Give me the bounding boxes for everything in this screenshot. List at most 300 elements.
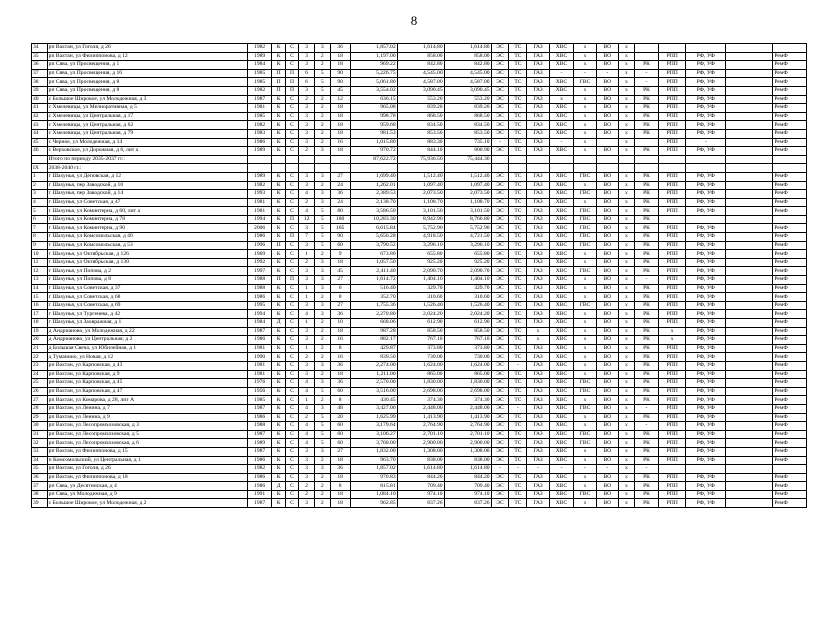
table-cell: РемФ [773,172,807,181]
table-cell [726,44,773,53]
table-cell: ТС [509,490,527,499]
table-cell: РПП [659,233,686,242]
table-cell: 4,918.50 [397,233,444,242]
table-cell: РФ, УФ [686,336,726,345]
table-cell: 865.00 [397,370,444,379]
row-number-cell: 23 [32,361,48,370]
table-cell: х [574,293,596,302]
address-cell: г Шахунья, ул Попова, д 2 [47,267,247,276]
table-cell: 80 [330,207,350,216]
table-cell: 18 [330,61,350,70]
table-cell: РФ, УФ [686,52,726,61]
table-cell: 858.50 [397,327,444,336]
table-cell: ТС [509,396,527,405]
row-number-cell [32,155,48,164]
table-cell: РемФ [773,379,807,388]
table-row [32,61,807,70]
table-cell: - [686,138,726,147]
table-cell: С [285,52,298,61]
table-cell: 844.10 [397,147,444,156]
address-cell: рп Вахтан, ул Филиппонова, д 12 [47,52,247,61]
table-cell: 2,138.70 [350,198,397,207]
table-cell: 2,900.00 [397,439,444,448]
table-cell: РемФ [773,439,807,448]
table-cell: ГАЗ [527,198,549,207]
table-cell: ТС [509,387,527,396]
table-cell: РФ, УФ [686,490,726,499]
table-cell: РФ, УФ [686,361,726,370]
table-cell: 3 [299,138,315,147]
table-cell: 853.50 [444,129,491,138]
table-cell: х [574,129,596,138]
table-cell: ГВС [574,215,596,224]
table-cell: К [272,293,285,302]
row-number-cell: 46 [32,147,48,156]
table-cell: 3 [299,327,315,336]
table-cell: С [285,422,298,431]
table-cell: РемФ [773,344,807,353]
table-cell: 839.20 [444,104,491,113]
table-cell: ЭС [491,198,509,207]
table-cell: х [574,95,596,104]
table-cell: К [272,138,285,147]
table-cell: РФ, УФ [686,404,726,413]
table-cell: РФ, УФ [686,86,726,95]
table-cell: ГАЗ [527,490,549,499]
table-cell: К [272,121,285,130]
table-cell: ЭС [491,172,509,181]
row-number-cell: 19 [32,327,48,336]
table-cell [726,482,773,491]
table-cell [726,215,773,224]
table-cell: ТС [509,473,527,482]
table-cell: РПП [659,387,686,396]
table-cell: х [619,456,635,465]
address-cell: рп Вахтан, ул Карповская, д 9 [47,370,247,379]
table-cell: ЭС [491,379,509,388]
row-number-cell: 21 [32,344,48,353]
table-cell: 60 [330,241,350,250]
table-cell: 767.10 [397,336,444,345]
table-cell: 2 [314,95,330,104]
table-cell: С [285,172,298,181]
table-cell: - [509,404,527,413]
table-cell: 4,587.00 [444,78,491,87]
table-cell [314,164,330,173]
table-cell: 9 [330,250,350,259]
table-cell: 2 [314,250,330,259]
table-cell [509,164,527,173]
table-cell: 2 [314,319,330,328]
table-row [32,327,807,336]
table-cell: х [619,490,635,499]
table-cell: х [619,301,635,310]
table-cell: РК [634,233,659,242]
table-cell: ЭС [491,430,509,439]
page-number: 8 [410,13,418,28]
table-cell [726,293,773,302]
table-cell: К [272,129,285,138]
table-cell: ГАЗ [527,284,549,293]
row-number-cell: 13 [32,276,48,285]
table-cell: 2,448.00 [444,404,491,413]
table-cell: 3 [299,172,315,181]
table-cell: 1,413.90 [444,413,491,422]
table-cell: 2,900.00 [444,439,491,448]
table-cell: 834.50 [397,121,444,130]
table-cell: 4 [299,379,315,388]
table-cell: х [574,198,596,207]
table-cell: 8 [330,482,350,491]
table-cell: К [272,233,285,242]
address-cell: рп Вахтан, ул Ленина, д 9 [47,413,247,422]
table-cell: 2,701.10 [444,430,491,439]
table-cell: 3 [299,465,315,474]
table-cell: 2 [314,396,330,405]
table-cell: С [285,379,298,388]
table-cell: 1,699.40 [350,172,397,181]
table-cell: РФ, УФ [686,353,726,362]
table-cell: ВО [596,293,618,302]
table-cell: ЭС [491,439,509,448]
table-cell: 2 [314,181,330,190]
table-cell: ВО [596,276,618,285]
table-cell: ВО [596,490,618,499]
table-cell: 837.26 [444,499,491,508]
table-cell: ТС [509,95,527,104]
address-cell: г Шахунья, ул Советская, д 68 [47,293,247,302]
table-cell [444,164,491,173]
table-cell: ТС [509,353,527,362]
table-cell: 310.60 [444,293,491,302]
table-cell: 3 [299,267,315,276]
table-cell: РК [634,370,659,379]
table-cell: 1987 [247,447,272,456]
table-row [32,104,807,113]
table-cell [726,61,773,70]
row-number-cell: 11 [32,258,48,267]
table-cell: 1,084.10 [350,490,397,499]
table-cell: РК [634,112,659,121]
address-cell: г Шахунья, ул Советская, д 69 [47,301,247,310]
row-number-cell: 39 [32,86,48,95]
table-cell: 3 [299,112,315,121]
table-cell: С [285,361,298,370]
table-cell: 853.50 [397,129,444,138]
table-cell: 352.70 [350,293,397,302]
table-cell: 18 [330,121,350,130]
table-cell: РПП [659,439,686,448]
table-cell: 16 [330,353,350,362]
table-cell: 18 [330,258,350,267]
row-number-cell: 25 [32,379,48,388]
table-cell: РемФ [773,490,807,499]
table-cell: РФ, УФ [686,499,726,508]
table-cell: РемФ [773,78,807,87]
table-cell: ЭС [491,224,509,233]
table-cell: ВО [596,190,618,199]
table-cell: 2 [314,456,330,465]
table-cell: 5,752.90 [397,224,444,233]
table-cell: С [285,465,298,474]
table-cell: РФ, УФ [686,396,726,405]
table-cell: 553.20 [444,95,491,104]
table-cell: РемФ [773,190,807,199]
table-cell: 970.83 [350,473,397,482]
table-cell: ЭС [491,129,509,138]
table-cell: - [549,465,574,474]
table-cell: 3,106.27 [350,430,397,439]
table-cell: РФ, УФ [686,224,726,233]
table-cell: 1,624.00 [444,361,491,370]
table-cell: П [285,215,298,224]
table-cell: 5 [314,78,330,87]
table-cell: 373.80 [397,344,444,353]
table-cell: 1996 [247,241,272,250]
table-cell: 1,308.00 [444,447,491,456]
table-cell: ХВС [549,276,574,285]
table-cell: РПП [659,190,686,199]
table-cell: РПП [659,293,686,302]
row-number-cell: 2 [32,181,48,190]
table-cell: ГВС [574,439,596,448]
table-cell: ГАЗ [527,241,549,250]
table-row [32,52,807,61]
table-cell: 1985 [247,396,272,405]
table-cell: ТС [509,267,527,276]
address-cell: г Шахунья, ул Комсомольская, д 40 [47,233,247,242]
table-cell: РемФ [773,181,807,190]
table-cell: 12 [330,95,350,104]
table-cell: х [574,147,596,156]
table-cell: К [272,404,285,413]
table-cell: 1981 [247,207,272,216]
table-cell: ВО [596,379,618,388]
table-cell: ГВС [574,387,596,396]
table-cell [527,155,549,164]
table-cell: ЭС [491,447,509,456]
table-cell: РФ, УФ [686,447,726,456]
table-cell: 3 [299,121,315,130]
table-cell [330,164,350,173]
table-cell: 2,698.00 [444,387,491,396]
table-cell: ТС [509,344,527,353]
row-number-cell: 34 [32,456,48,465]
table-cell: РФ, УФ [686,172,726,181]
table-cell: 668.06 [350,319,397,328]
table-cell: ЭС [491,86,509,95]
table-cell: ВО [596,198,618,207]
table-cell: С [285,430,298,439]
address-cell: с Хмелевицы, ул Центральная, д 79 [47,129,247,138]
table-cell: ХВС [549,172,574,181]
table-cell: х [619,52,635,61]
table-cell: 4 [299,404,315,413]
table-cell: 974.10 [444,490,491,499]
table-cell: РПП [659,138,686,147]
table-cell: ТС [509,276,527,285]
table-cell: ВО [596,353,618,362]
table-cell: х [619,207,635,216]
table-cell: 1,857.02 [350,44,397,53]
table-cell: РФ, УФ [686,387,726,396]
table-cell: - [574,465,596,474]
table-cell: 3,090.45 [397,86,444,95]
address-cell: с Большое Широкое, ул Молодежная, д 2 [47,499,247,508]
table-cell: 3 [299,61,315,70]
table-cell: 1969 [247,250,272,259]
table-cell: ЭС [491,52,509,61]
table-cell: РК [634,319,659,328]
table-cell: 5 [314,86,330,95]
table-cell: х [619,482,635,491]
table-cell: 3,296.10 [444,241,491,250]
table-cell: 4 [299,430,315,439]
table-cell: ВО [596,224,618,233]
row-number-cell: 38 [32,490,48,499]
table-cell: х [619,413,635,422]
table-cell: 36 [330,465,350,474]
table-cell: С [285,344,298,353]
table-cell: х [619,198,635,207]
table-cell: 60 [330,439,350,448]
table-cell: ГАЗ [527,69,549,78]
table-cell: х [574,250,596,259]
table-cell [285,164,298,173]
table-cell: ВО [596,430,618,439]
table-cell: 2,073.50 [444,190,491,199]
table-cell: К [272,499,285,508]
table-cell: ЭС [491,301,509,310]
table-cell [726,172,773,181]
table-cell [726,379,773,388]
table-cell: 3 [299,301,315,310]
row-number-cell: 35 [32,465,48,474]
table-cell: ГАЗ [527,86,549,95]
table-cell: ТС [509,439,527,448]
table-cell: ХВС [549,447,574,456]
table-cell: 1,624.00 [397,361,444,370]
table-cell: ЭС [491,396,509,405]
table-cell: ВО [596,104,618,113]
table-cell: 3 [314,172,330,181]
table-cell: ТС [509,224,527,233]
table-cell: 3 [299,456,315,465]
table-cell: К [272,224,285,233]
table-cell: 837.26 [397,499,444,508]
table-cell [247,155,272,164]
table-cell: ХВС [549,207,574,216]
table-cell: 3 [314,284,330,293]
table-cell: 3,101.50 [397,207,444,216]
table-cell: ГАЗ [527,276,549,285]
table-cell [726,198,773,207]
table-row [32,172,807,181]
table-cell: ВО [596,52,618,61]
table-cell [491,155,509,164]
table-cell: х [619,44,635,53]
table-cell: ХВС [549,344,574,353]
table-cell: РПП [659,370,686,379]
table-cell: ХВС [549,78,574,87]
table-cell: РК [634,198,659,207]
table-row [32,456,807,465]
table-cell: ГАЗ [527,190,549,199]
table-cell: РПП [659,344,686,353]
row-number-cell: 36 [32,61,48,70]
table-cell [726,241,773,250]
table-cell: РемФ [773,413,807,422]
table-cell: ВО [596,336,618,345]
table-cell: 868.50 [397,112,444,121]
table-cell: 612.90 [397,319,444,328]
table-cell: х [619,147,635,156]
table-cell: ВО [596,250,618,259]
table-cell: РФ, УФ [686,241,726,250]
table-cell: - [596,465,618,474]
table-cell: ЭС [491,215,509,224]
table-cell: РПП [659,413,686,422]
table-cell [726,310,773,319]
table-cell: 998.78 [350,112,397,121]
table-cell: 1,057.50 [350,258,397,267]
table-cell: ХВС [549,44,574,53]
table-cell: ГАЗ [527,482,549,491]
table-cell: 838.00 [444,456,491,465]
table-cell: 3 [299,361,315,370]
table-cell: ЭС [491,276,509,285]
table-cell: 1981 [247,198,272,207]
table-cell: РПП [659,361,686,370]
table-cell: 36 [330,44,350,53]
table-cell: 18 [330,499,350,508]
table-cell [596,138,618,147]
address-cell: с Хмелевицы, ул Центральная, д 62 [47,121,247,130]
table-cell: ХВС [549,482,574,491]
table-cell: 612.90 [444,319,491,328]
table-cell: 1981 [247,361,272,370]
table-cell: ХВС [549,301,574,310]
table-cell: 8,942.90 [397,215,444,224]
table-cell: х [619,430,635,439]
table-cell: ХВС [549,439,574,448]
table-cell: ВО [596,121,618,130]
table-cell: К [272,190,285,199]
table-cell [726,413,773,422]
table-cell: 18 [330,129,350,138]
table-cell: С [285,284,298,293]
table-cell: ВО [596,267,618,276]
table-row [32,319,807,328]
table-cell [726,147,773,156]
table-cell [527,164,549,173]
table-cell: 4 [299,422,315,431]
table-cell: К [272,387,285,396]
table-row [32,439,807,448]
table-cell: 1989 [247,172,272,181]
table-cell: 6,615.84 [350,224,397,233]
table-cell: РК [634,361,659,370]
table-cell: С [285,258,298,267]
table-cell: х [619,370,635,379]
table-cell: РемФ [773,138,807,147]
table-cell: ТС [509,207,527,216]
table-cell: РПП [659,284,686,293]
table-cell: 3 [299,370,315,379]
address-cell: рп Вахтан, ул Ленина, д 7 [47,404,247,413]
table-cell: ГАЗ [527,344,549,353]
row-number-cell: 33 [32,447,48,456]
